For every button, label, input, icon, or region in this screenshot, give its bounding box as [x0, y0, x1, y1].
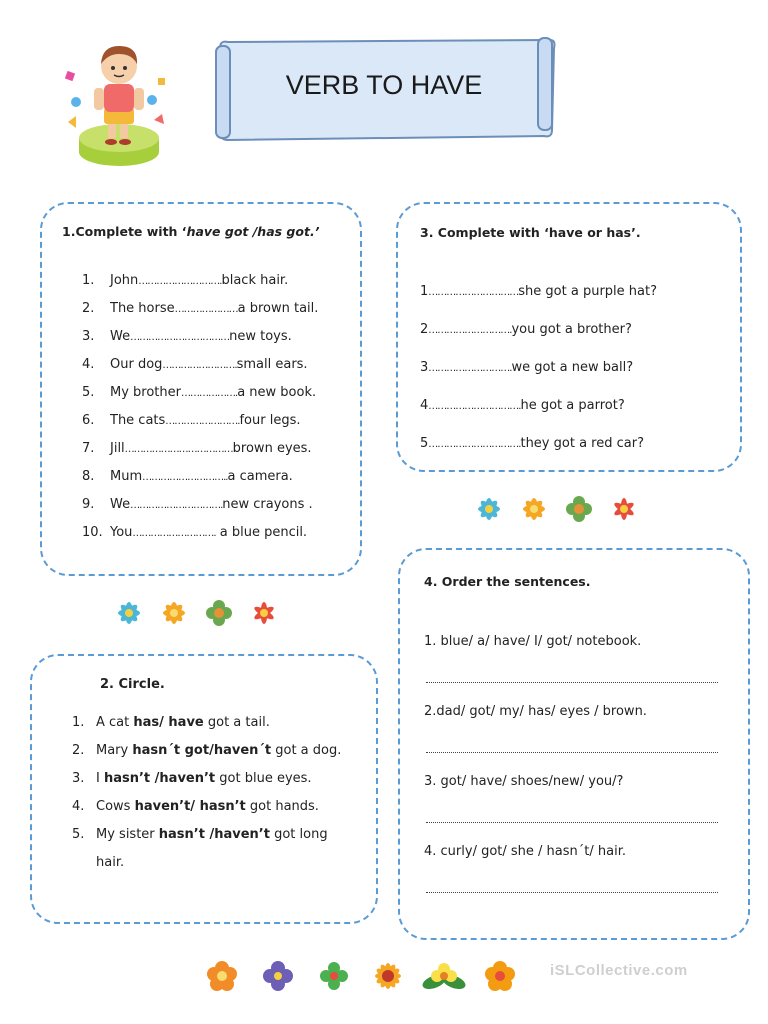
blank-dots: …………………	[174, 304, 238, 315]
item-text: The cats	[110, 413, 166, 428]
item-number: 5	[420, 436, 429, 451]
blank-dots: ……………………………	[130, 332, 230, 343]
list-item: 4. curly/ got/ she / hasn´t/ hair.	[424, 844, 626, 859]
answer-line	[426, 682, 718, 683]
item-text: a blue pencil.	[215, 525, 308, 540]
section-3-box	[396, 202, 742, 472]
item-text: I	[96, 771, 104, 786]
item-text: Our dog	[110, 357, 163, 372]
list-item	[72, 743, 341, 758]
item-text: he got a parrot?	[520, 398, 625, 413]
blank-dots: …………………….	[165, 416, 240, 427]
item-number: 2.	[72, 743, 85, 758]
item-number: 9.	[82, 497, 95, 512]
item-number: 8.	[82, 469, 95, 484]
item-text: she got a purple hat?	[518, 284, 657, 299]
item-text: got long	[269, 827, 328, 842]
item-text: Mary	[96, 743, 133, 758]
flower-row-right	[474, 494, 644, 524]
list-item: 2.dad/ got/ my/ has/ eyes / brown.	[424, 704, 647, 719]
item-text: My sister	[96, 827, 159, 842]
item-number: 5.	[72, 827, 85, 842]
answer-line	[426, 892, 718, 893]
item-text: new crayons .	[222, 497, 313, 512]
list-item	[82, 273, 288, 288]
blank-dots: ………………………….	[130, 500, 223, 511]
item-choice: haven’t/ hasn’t	[134, 799, 246, 814]
item-text: a brown tail.	[237, 301, 319, 316]
item-text: The horse	[110, 301, 175, 316]
item-text: a new book.	[237, 385, 317, 400]
list-item: 1. blue/ a/ have/ I/ got/ notebook.	[424, 634, 642, 649]
list-item	[420, 436, 644, 451]
page-title: VERB TO HAVE	[285, 70, 483, 100]
item-text: We	[110, 329, 131, 344]
blank-dots: ……………………….	[138, 276, 222, 287]
list-item	[82, 525, 307, 540]
list-item	[82, 329, 292, 344]
item-choice: hasn´t got/haven´t	[132, 743, 272, 758]
answer-line	[426, 822, 718, 823]
list-item	[82, 385, 316, 400]
item-number: 3.	[72, 771, 85, 786]
item-number: 4.	[72, 799, 85, 814]
list-item	[82, 441, 312, 456]
list-item	[420, 360, 633, 375]
blank-dots: ………………………………	[124, 444, 233, 455]
item-number: 6.	[82, 413, 95, 428]
item-text: small ears.	[236, 357, 308, 372]
item-text: Jill	[110, 441, 125, 456]
item-text: got a dog.	[271, 743, 342, 758]
blank-dots: ………………………..	[142, 472, 228, 483]
blank-dots: …………………….	[162, 360, 237, 371]
item-text: Mum	[110, 469, 143, 484]
item-text: new toys.	[229, 329, 292, 344]
item-number: 7.	[82, 441, 95, 456]
blank-dots: ……………………….	[428, 363, 512, 374]
item-number: 3.	[82, 329, 95, 344]
answer-line	[426, 752, 718, 753]
list-item	[72, 715, 270, 730]
item-text: got blue eyes.	[215, 771, 312, 786]
blank-dots: ……………………….	[132, 528, 216, 539]
item-number: 1	[420, 284, 429, 299]
list-item	[72, 827, 328, 842]
watermark: iSLCollective.com	[550, 962, 688, 979]
item-text: You	[110, 525, 133, 540]
flower-row-left	[114, 598, 284, 628]
item-text: got hands.	[245, 799, 319, 814]
item-text: We	[110, 497, 131, 512]
item-text: Cows	[96, 799, 135, 814]
item-choice: hasn’t /haven’t	[158, 827, 270, 842]
section-2-heading: 2. Circle.	[100, 677, 165, 692]
flower-row-bottom	[200, 956, 530, 996]
item-number: 10.	[82, 525, 103, 540]
list-item: 3. got/ have/ shoes/new/ you/?	[424, 774, 624, 789]
item-number: 5.	[82, 385, 95, 400]
list-item	[82, 301, 318, 316]
list-item	[420, 322, 632, 337]
list-item	[82, 413, 301, 428]
item-number: 1.	[82, 273, 95, 288]
list-item	[420, 398, 625, 413]
blank-dots: ……………….	[181, 388, 238, 399]
item-number: 3	[420, 360, 429, 375]
item-number: 2.	[82, 301, 95, 316]
item-text: John	[110, 273, 139, 288]
item-text: we got a new ball?	[511, 360, 634, 375]
list-item	[82, 357, 308, 372]
item-number: 4	[420, 398, 429, 413]
section-4-box	[398, 548, 750, 940]
item-text: a camera.	[227, 469, 293, 484]
item-text: A cat	[96, 715, 134, 730]
item-number: 4.	[82, 357, 95, 372]
section-3-heading: 3. Complete with ‘have or has’.	[420, 225, 641, 240]
item-text: you got a brother?	[511, 322, 632, 337]
blank-dots: ………………………….	[428, 401, 521, 412]
item-text: they got a red car?	[520, 436, 644, 451]
boy-illustration	[62, 40, 174, 180]
blank-dots: …………………………	[428, 287, 519, 298]
item-text: brown eyes.	[232, 441, 312, 456]
list-item	[82, 497, 313, 512]
item-text: got a tail.	[203, 715, 270, 730]
blank-dots: ……………………….	[428, 325, 512, 336]
item-number: 2	[420, 322, 429, 337]
section-1-heading: 1.Complete with ‘have got /has got.’	[62, 224, 320, 239]
item-text: My brother	[110, 385, 181, 400]
item-choice: has/ have	[133, 715, 204, 730]
section-4-heading: 4. Order the sentences.	[424, 574, 591, 589]
list-item	[72, 799, 319, 814]
list-item	[420, 284, 657, 299]
list-item-continuation: hair.	[96, 855, 125, 870]
item-choice: hasn’t /haven’t	[103, 771, 216, 786]
item-text: four legs.	[239, 413, 301, 428]
list-item	[72, 771, 312, 786]
section-2-box	[30, 654, 378, 924]
list-item	[82, 469, 293, 484]
item-text: black hair.	[221, 273, 289, 288]
blank-dots: ………………………….	[428, 439, 521, 450]
item-number: 1.	[72, 715, 85, 730]
